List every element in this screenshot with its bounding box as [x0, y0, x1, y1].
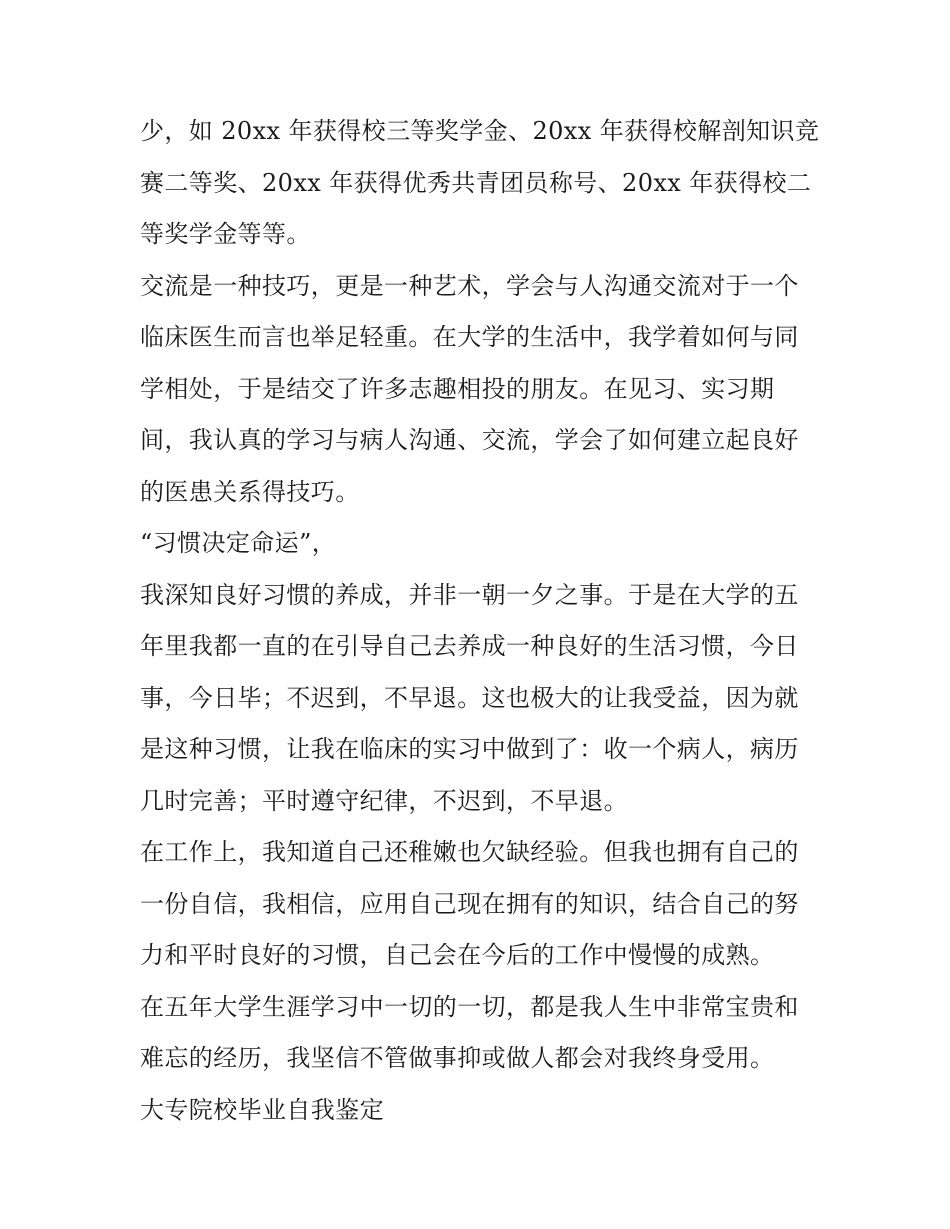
text-line: 临床医生而言也举足轻重。在大学的生活中，我学着如何与同	[140, 323, 799, 351]
text-line: 我深知良好习惯的养成，并非一朝一夕之事。于是在大学的五	[140, 580, 799, 609]
section-heading: 大专院校毕业自我鉴定	[140, 1095, 384, 1124]
text-line: 是这种习惯，让我在临床的实习中做到了：收一个病人，病历	[140, 735, 799, 763]
text-line: 交流是一种技巧，更是一种艺术，学会与人沟通交流对于一个	[140, 271, 799, 300]
text-line: “习惯决定命运”，	[140, 529, 337, 557]
text-line: 一份自信，我相信，应用自己现在拥有的知识，结合自己的努	[140, 889, 799, 918]
text-line: 间，我认真的学习与病人沟通、交流，学会了如何建立起良好	[140, 426, 799, 454]
text-line: 的医患关系得技巧。	[140, 477, 360, 506]
text-line: 学相处，于是结交了许多志趣相投的朋友。在见习、实习期	[140, 374, 775, 403]
text-line: 力和平时良好的习惯，自己会在今后的工作中慢慢的成熟。	[140, 941, 775, 969]
text-line: 几时完善；平时遵守纪律，不迟到，不早退。	[140, 786, 628, 815]
text-line: 难忘的经历，我坚信不管做事抑或做人都会对我终身受用。	[140, 1044, 775, 1072]
text-line: 事，今日毕；不迟到，不早退。这也极大的让我受益，因为就	[140, 683, 799, 712]
text-line: 等奖学金等等。	[140, 220, 311, 248]
text-line: 年里我都一直的在引导自己去养成一种良好的生活习惯，今日	[140, 632, 799, 660]
text-line: 在五年大学生涯学习中一切的一切，都是我人生中非常宝贵和	[140, 992, 799, 1021]
document-body	[140, 106, 820, 1136]
text-line: 少，如 20xx 年获得校三等奖学金、20xx 年获得校解剖知识竞	[140, 117, 820, 145]
text-line: 赛二等奖、20xx 年获得优秀共青团员称号、20xx 年获得校二	[140, 168, 812, 197]
text-line: 在工作上，我知道自己还稚嫩也欠缺经验。但我也拥有自己的	[140, 838, 799, 866]
